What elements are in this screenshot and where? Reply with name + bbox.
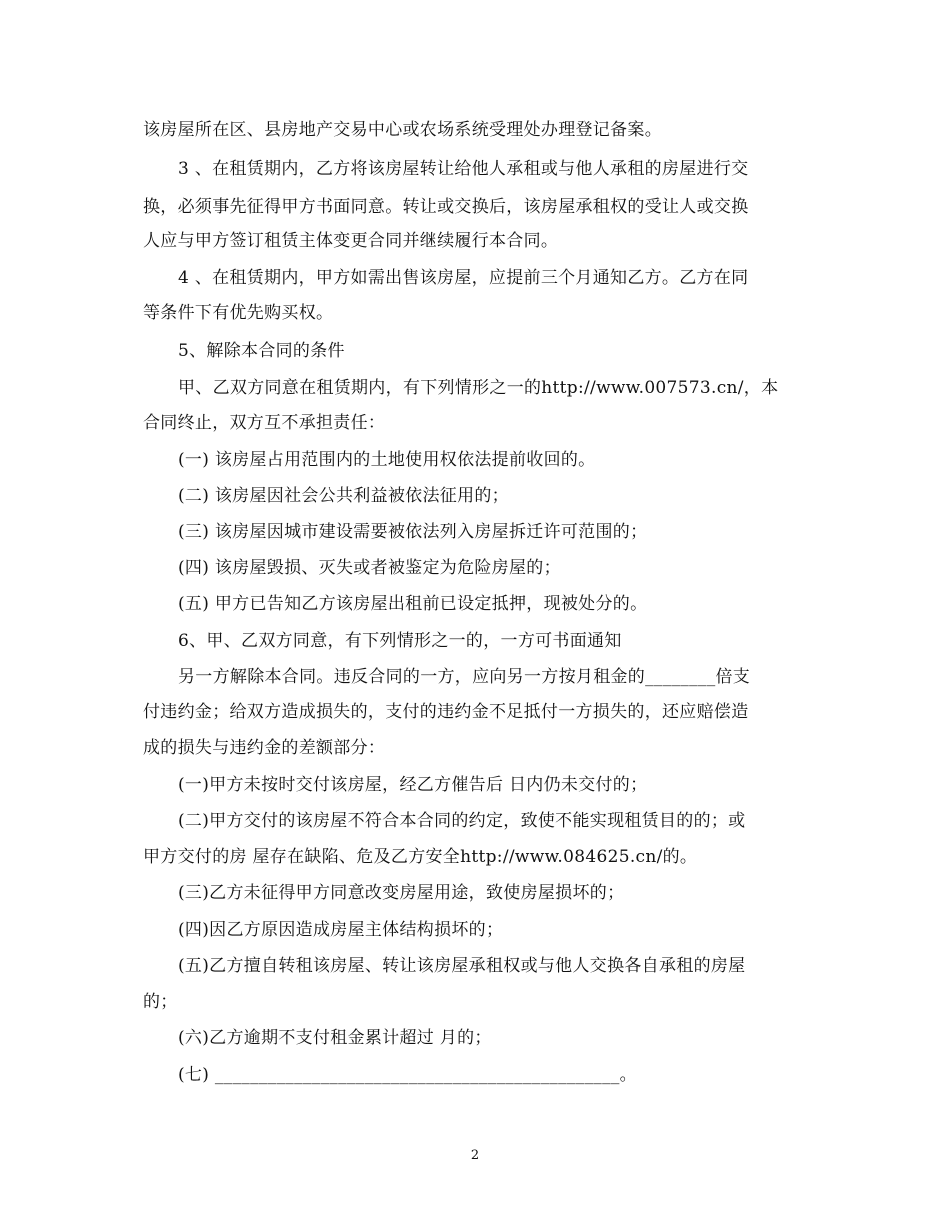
- text-line: 合同终止，双方互不承担责任：: [143, 413, 386, 433]
- text-line: 付违约金；给双方造成损失的，支付的违约金不足抵付一方损失的，还应赔偿造: [143, 702, 749, 722]
- list-item: (四)因乙方原因造成房屋主体结构损坏的；: [178, 920, 504, 940]
- text-line: 的；: [143, 992, 178, 1012]
- text-line: 等条件下有优先购买权。: [143, 303, 334, 323]
- list-item: (五) 甲方已告知乙方该房屋出租前已设定抵押，现被处分的。: [178, 594, 648, 614]
- text-line: 甲方交付的房 屋存在缺陷、危及乙方安全http://www.084625.cn/的。: [143, 847, 698, 867]
- text-line: 换，必须事先征得甲方书面同意。转让或交换后，该房屋承租权的受让人或交换: [143, 197, 749, 217]
- list-item: (五)乙方擅自转租该房屋、转让该房屋承租权或与他人交换各自承租的房屋: [178, 956, 746, 976]
- list-item: (三)乙方未征得甲方同意改变房屋用途，致使房屋损坏的；: [178, 883, 625, 903]
- list-item: (一) 该房屋占用范围内的土地使用权依法提前收回的。: [178, 450, 596, 470]
- list-item: (一)甲方未按时交付该房屋，经乙方催告后 日内仍未交付的；: [178, 775, 648, 795]
- text-line: 3 、在租赁期内，乙方将该房屋转让给他人承租或与他人承租的房屋进行交: [178, 159, 749, 179]
- section-heading: 5、解除本合同的条件: [178, 341, 345, 361]
- list-item: (七) ______________________________________________。: [178, 1065, 637, 1085]
- list-item: (四) 该房屋毁损、灭失或者被鉴定为危险房屋的；: [178, 558, 561, 578]
- text-line: 甲、乙双方同意在租赁期内，有下列情形之一的http://www.007573.cn/，本: [178, 378, 779, 398]
- list-item: (三) 该房屋因城市建设需要被依法列入房屋拆迁许可范围的；: [178, 522, 648, 542]
- text-line: 成的损失与违约金的差额部分：: [143, 738, 386, 758]
- section-heading: 6、甲、乙双方同意，有下列情形之一的，一方可书面通知: [178, 631, 622, 651]
- text-line: 该房屋所在区、县房地产交易中心或农场系统受理处办理登记备案。: [143, 120, 662, 140]
- text-line: 4 、在租赁期内，甲方如需出售该房屋，应提前三个月通知乙方。乙方在同: [178, 268, 749, 288]
- list-item: (二) 该房屋因社会公共利益被依法征用的；: [178, 486, 509, 506]
- text-line: 另一方解除本合同。违反合同的一方，应向另一方按月租金的________倍支: [178, 667, 751, 687]
- text-line: 人应与甲方签订租赁主体变更合同并继续履行本合同。: [143, 231, 559, 251]
- page-number: 2: [470, 1148, 480, 1163]
- list-item: (六)乙方逾期不支付租金累计超过 月的；: [178, 1028, 492, 1048]
- list-item: (二)甲方交付的该房屋不符合本合同的约定，致使不能实现租赁目的的；或: [178, 811, 746, 831]
